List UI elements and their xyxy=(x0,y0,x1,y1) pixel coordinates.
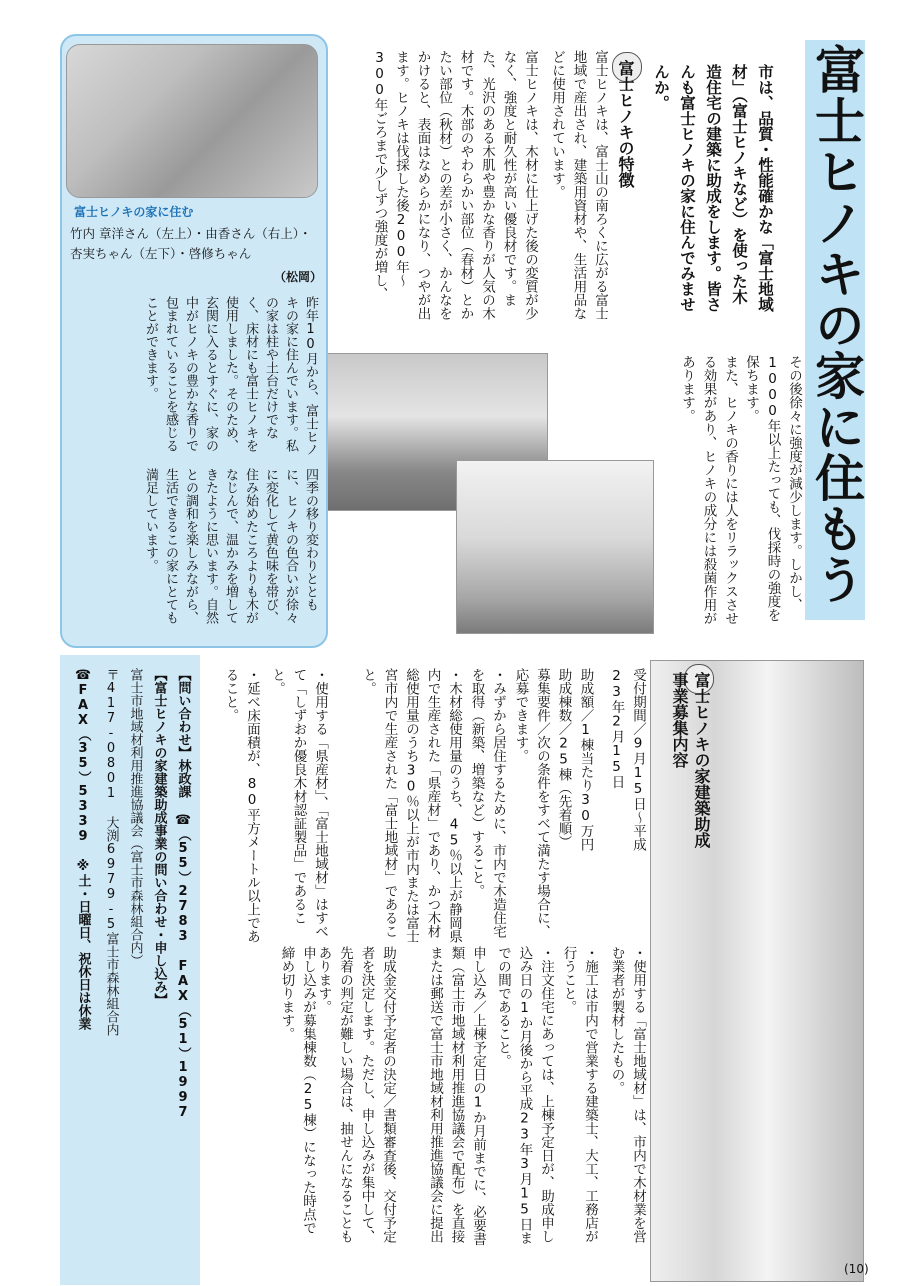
boshu-tosu: 助成棟数／25棟（先着順） xyxy=(555,668,572,849)
family-text-1: 昨年10月から、富士ヒノキの家に住んでいます。私の家は柱や土台だけでなく、床材にも富士ヒノキを使用しました。そのため、玄関に入るとすぐに、家の中がヒノキの豊かな香りで包まれていることを感じることができます。 xyxy=(143,296,318,456)
contact-line-1: 【問い合わせ】林政課 ☎（55）2783 FAX（51）1997 xyxy=(175,668,191,1120)
family-text-2: 四季の移り変わりとともに、ヒノキの色合いが徐々に変化して黄色味を帯び、住み始めたころよりも木がなじんで、温かみを増してきたように思います。自然との調和を楽しみながら、生活できるこの家にとても満足しています。 xyxy=(143,468,318,624)
boshu-moshikomi: 申し込み／上棟予定日の1か月前までに、必要書類（富士市地域材利用推進協議会で配布）を直接または郵送で富士市地域材利用推進協議会に提出 xyxy=(427,946,486,1246)
contact-line-3: 富士市地域材利用推進協議会（富士市森林組合内） xyxy=(127,668,143,967)
house-photo xyxy=(456,460,654,634)
lead-text: 市は、品質・性能確かな「富士地域材」（富士ヒノキなど）を使った木造住宅の建築に助成をします。皆さんも富士ヒノキの家に住んでみませんか。 xyxy=(652,64,774,312)
contact-line-2: 【富士ヒノキの家建築助成事業の問い合わせ・申し込み】 xyxy=(151,668,167,1006)
page-title: 富士ヒノキの家に住もう xyxy=(807,44,865,605)
boshu-item-1: ・みずから居住するために、市内で木造住宅を取得（新築、増築など）すること。 xyxy=(468,668,506,938)
boshu-heading: 富士ヒノキの家建築助成事業募集内容 xyxy=(670,672,711,848)
family-place: （松岡） xyxy=(274,270,323,284)
boshu-item-4: ・延べ床面積が、80平方メートル以上であること。 xyxy=(222,668,260,943)
boshu-gaku: 助成額／1棟当たり30万円 xyxy=(577,668,594,851)
page-number: (10) xyxy=(844,1262,869,1276)
boshu-item-6: ・施工は市内で営業する建築士、大工、工務店が行うこと。 xyxy=(560,946,598,1243)
features-paragraph-2: 富士ヒノキは、木材に仕上げた後の変質が少なく、強度と耐久性が高い優良材です。また、光沢のある木肌や豊かな香りが人気の木材です。木部のやわらかい部位（春材）とかたい部位（秋材）との差が小さく、かんなをかけると、表面はなめらかになり、つやが出ます。ヒノキは伐採した後200年～300年ごろまで少しずつ強度が増し、 xyxy=(371,50,538,320)
family-caption-label: 富士ヒノキの家に住む xyxy=(74,205,194,219)
boshu-item-5: ・使用する「富士地域材」は、市内で木材業を営む業者が製材したもの。 xyxy=(608,946,646,1243)
features-paragraph-1: 富士ヒノキは、富士山の南ろくに広がる富士地域で産出され、建築用資材や、生活用品などに使用されています。 xyxy=(549,50,608,320)
boshu-item-7: ・注文住宅にあっては、上棟予定日が、助成申し込み日の1か月後から平成23年3月15日までの間であること。 xyxy=(495,946,554,1245)
family-photo xyxy=(66,44,318,198)
boshu-uketsuke: 受付期間／9月15日～平成23年2月15日 xyxy=(608,668,646,851)
family-names: 竹内 章洋さん（左上）・由香さん（右上）・杏実ちゃん（左下）・啓修ちゃん xyxy=(70,226,312,261)
features-heading: 富士ヒノキの特徴 xyxy=(616,60,635,188)
contact-line-5: ☎FAX（35）5339 ※土・日曜日、祝休日は休業 xyxy=(75,668,91,1030)
features-paragraph-3: その後徐々に強度が減少します。しかし、1000年以上たっても、伐採時の強度を保ちます。 xyxy=(743,355,802,622)
boshu-shimekiri: 申し込みが募集棟数（25棟）になった時点で締め切ります。 xyxy=(278,946,316,1235)
boshu-item-3: ・使用する「県産材」、「富士地域材」はすべて「しずおか優良木材認証製品」であること。 xyxy=(269,668,328,938)
contact-line-4: 〒417-0801 大渕6979-5富士市森林組合内 xyxy=(103,668,119,1036)
boshu-yoken: 募集要件／次の条件をすべて満たす場合に、応募できます。 xyxy=(512,668,550,938)
features-paragraph-4: また、ヒノキの香りには人をリラックスさせる効果があり、ヒノキの成分には殺菌作用があります。 xyxy=(679,355,738,625)
boshu-item-2: ・木材総使用量のうち、45％以上が静岡県内で生産された「県産材」であり、かつ木材総使用量のうち30％以上が市内または富士宮市内で生産された「富士地域材」であること。 xyxy=(360,668,462,943)
boshu-kettei: 助成金交付予定者の決定／書類審査後、交付予定者を決定します。ただし、申し込みが集中して、先着の判定が難しい場合は、抽せんになることもあります。 xyxy=(315,946,396,1243)
